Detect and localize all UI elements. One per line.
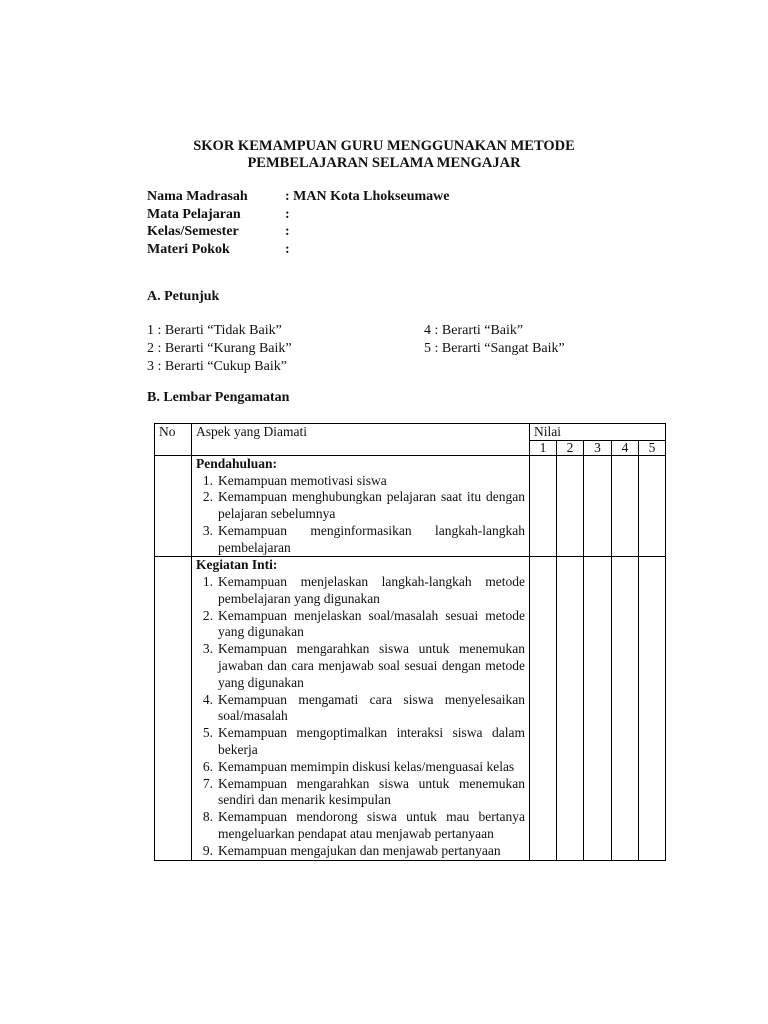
legend-item: 1 : Berarti “Tidak Baik” [147,323,282,338]
section-heading-lembar-pengamatan: B. Lembar Pengamatan [147,390,290,405]
list-item [196,692,525,726]
score-header-2: 2 [557,441,584,456]
item-text: Kemampuan mengarahkan siswa untuk menemukan sendiri dan menarik kesimpulan [218,775,525,808]
score-cell-2[interactable] [557,456,584,557]
score-cell-2[interactable] [557,557,584,860]
item-number: 6. [202,758,213,774]
list-item [196,809,525,843]
group-title: Kegiatan Inti: [196,557,278,573]
meta-label: Mata Pelajaran [147,206,241,222]
list-item [196,641,525,691]
item-text: Kemampuan menjelaskan langkah-langkah metode pembelajaran yang digunakan [218,573,525,606]
score-cell-3[interactable] [584,456,612,557]
table-header-row [155,424,666,441]
legend-item: 4 : Berarti “Baik” [424,323,524,338]
section-heading-petunjuk: A. Petunjuk [147,289,220,304]
legend-item: 3 : Berarti “Cukup Baik” [147,359,287,374]
meta-value: : [285,241,290,257]
item-text: Kemampuan mendorong siswa untuk mau bertanya mengeluarkan pendapat atau menjawab pertanyaan [218,809,525,841]
score-header-3: 3 [584,441,612,456]
score-cell-4[interactable] [612,557,639,860]
meta-value: : [285,224,290,239]
legend-item: 2 : Berarti “Kurang Baik” [147,341,292,356]
list-item [196,574,525,608]
item-text: Kemampuan menginformasikan langkah-langkah pembelajaran [218,522,525,555]
title-line-2: PEMBELAJARAN SELAMA MENGAJAR [247,155,521,171]
score-cell-5[interactable] [639,456,666,557]
item-text: Kemampuan menjelaskan soal/masalah sesuai metode yang digunakan [218,607,525,640]
column-header-nilai: Nilai [530,424,666,441]
item-number: 2. [202,489,213,505]
item-number: 7. [202,775,213,791]
score-header-1: 1 [530,441,557,456]
list-item [196,725,525,759]
item-text: Kemampuan memimpin diskusi kelas/menguasai kelas [218,758,515,774]
meta-label: Materi Pokok [147,241,230,257]
item-number: 3. [202,522,213,538]
identity-fields [147,188,450,258]
item-number: 1. [202,472,213,488]
column-header-no: No [155,424,192,456]
list-item [196,776,525,810]
no-cell [155,456,192,557]
score-cell-1[interactable] [530,456,557,557]
score-header-5: 5 [639,441,666,456]
item-number: 5. [202,725,213,741]
no-cell [155,557,192,860]
meta-value: : MAN Kota Lhokseumawe [285,189,450,204]
item-text: Kemampuan mengajukan dan menjawab pertanyaan [218,842,501,858]
meta-row-madrasah [147,188,450,206]
score-cell-3[interactable] [584,557,612,860]
score-cell-5[interactable] [639,557,666,860]
item-number: 1. [202,573,213,589]
item-number: 2. [202,607,213,623]
document-title [0,138,768,172]
title-line-1: SKOR KEMAMPUAN GURU MENGGUNAKAN METODE [193,138,575,154]
meta-label: Kelas/Semester [147,224,239,239]
item-text: Kemampuan mengoptimalkan interaksi siswa dalam bekerja [218,725,525,757]
list-item [196,489,525,523]
item-text: Kemampuan memotivasi siswa [218,472,387,488]
item-number: 3. [202,641,213,657]
meta-row-mata-pelajaran [147,206,450,224]
legend-right [424,322,565,358]
list-item [196,843,525,860]
score-cell-4[interactable] [612,456,639,557]
table-row-pendahuluan [155,456,666,557]
meta-row-kelas-semester [147,223,450,241]
list-item [196,608,525,642]
item-number: 8. [202,809,213,825]
meta-row-materi-pokok [147,241,450,259]
score-cell-1[interactable] [530,557,557,860]
item-number: 9. [202,842,213,858]
legend-item: 5 : Berarti “Sangat Baik” [424,341,565,356]
group-title: Pendahuluan: [196,456,278,471]
meta-label: Nama Madrasah [147,189,248,204]
legend-left [147,322,292,376]
item-text: Kemampuan mengarahkan siswa untuk menemukan jawaban dan cara menjawab soal sesuai dengan metode yang digunakan [218,641,525,690]
observation-table [154,423,666,861]
table-row-kegiatan-inti [155,557,666,860]
column-header-aspek: Aspek yang Diamati [192,424,530,456]
list-item [196,473,525,490]
aspect-cell [192,456,530,557]
item-number: 4. [202,691,213,707]
list-item [196,523,525,557]
item-text: Kemampuan mengamati cara siswa menyelesaikan soal/masalah [218,691,525,724]
score-header-4: 4 [612,441,639,456]
list-item [196,759,525,776]
item-text: Kemampuan menghubungkan pelajaran saat itu dengan pelajaran sebelumnya [218,489,525,522]
aspect-cell [192,557,530,860]
meta-value: : [285,206,290,222]
